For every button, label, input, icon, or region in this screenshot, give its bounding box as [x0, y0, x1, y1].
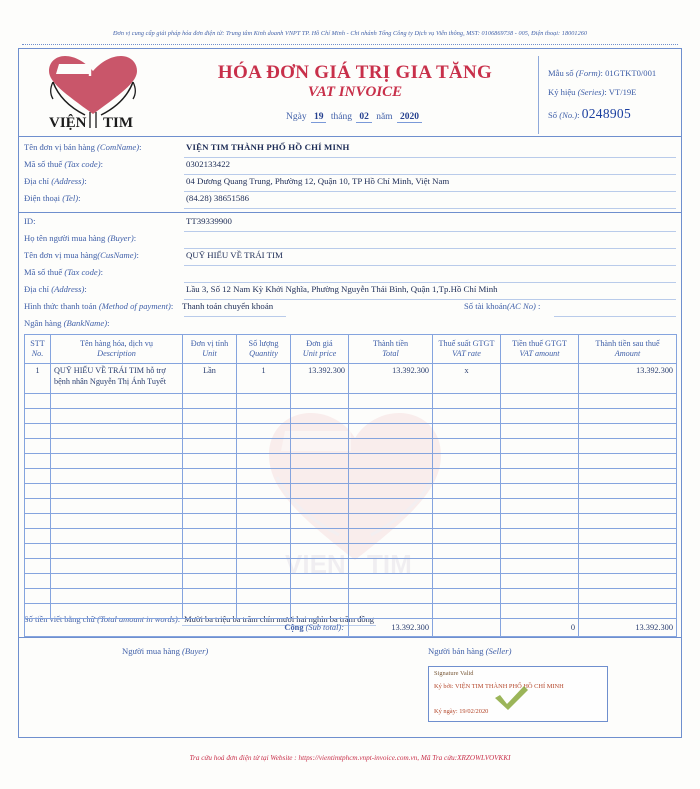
amount-in-words: Số tiền viết bằng chữ (Total amount in words): Mười ba triệu ba trăm chín mươi hai nghìn ba trăm đồng [24, 615, 374, 624]
cell-amount: 13.392.300 [579, 364, 677, 394]
cell-empty [579, 559, 677, 574]
cell-description: QUỸ HIỂU VỀ TRÁI TIM hỗ trợ bệnh nhân Nguyễn Thị Ánh Tuyết [51, 364, 183, 394]
cell-empty [237, 484, 291, 499]
watermark-text-left: VIEN [285, 549, 346, 579]
cell-empty [25, 544, 51, 559]
cell-empty [433, 439, 501, 454]
table-row-empty [25, 529, 677, 544]
cell-empty [51, 529, 183, 544]
seller-tel-value: (84.28) 38651586 [186, 193, 250, 203]
cell-empty [349, 424, 433, 439]
no-label-en: (No.) [559, 110, 578, 120]
table-row-empty [25, 604, 677, 619]
cell-empty [501, 439, 579, 454]
cell-empty [291, 409, 349, 424]
seller-address-rule [184, 191, 676, 192]
cell-empty [237, 454, 291, 469]
table-body [25, 364, 677, 637]
cell-empty [51, 574, 183, 589]
table-row [25, 364, 677, 394]
cell-empty [291, 454, 349, 469]
cell-empty [291, 604, 349, 619]
cell-total: 13.392.300 [349, 364, 433, 394]
words-label: Số tiền viết bằng chữ [24, 615, 96, 624]
buyer-person-row [24, 233, 676, 249]
col-quantity: Số lượng Quantity [237, 335, 291, 364]
invoice-date [180, 112, 530, 122]
cell-empty [51, 499, 183, 514]
cell-empty [291, 544, 349, 559]
logo-text-left: VIỆN [49, 115, 87, 130]
cell-empty [349, 559, 433, 574]
cell-empty [433, 424, 501, 439]
cell-empty [51, 514, 183, 529]
cell-empty [183, 499, 237, 514]
invoice-number-meta: Số (No.): 0248905 [548, 106, 632, 121]
seller-buyer-divider [19, 212, 681, 213]
buyer-id-label: ID: [24, 216, 36, 226]
table-row-empty [25, 394, 677, 409]
cell-empty [291, 574, 349, 589]
cell-vat_rate: x [433, 364, 501, 394]
cell-empty [433, 514, 501, 529]
cell-empty [237, 394, 291, 409]
cell-empty [237, 589, 291, 604]
provider-note: Đơn vị cung cấp giải pháp hóa đơn điện tử: Trung tâm Kinh doanh VNPT TP. Hồ Chí Minh - Chi nhánh Tổng Công ty Dịch vụ Viễn thông, MST: 0106869738 - 005, Điện thoại: 18001260 [112, 30, 588, 37]
seller-tel-rule [184, 208, 676, 209]
buyer-id-value: TT39339900 [186, 216, 232, 226]
table-row-empty [25, 559, 677, 574]
cell-empty [291, 499, 349, 514]
cell-empty [237, 424, 291, 439]
col-no: STT No. [25, 335, 51, 364]
buyer-person-rule [184, 248, 676, 249]
buyer-address-row [24, 284, 676, 300]
cell-empty [183, 424, 237, 439]
subtotal-amount: 13.392.300 [579, 619, 677, 637]
cell-empty [349, 499, 433, 514]
cell-empty [51, 439, 183, 454]
cell-empty [25, 484, 51, 499]
signature-signed-date: Ký ngày: 19/02/2020 [434, 708, 489, 715]
cell-empty [25, 514, 51, 529]
cell-empty [501, 589, 579, 604]
buyer-account-label: Số tài khoản(AC No) : [464, 301, 541, 311]
cell-empty [25, 559, 51, 574]
buyer-bank-label: Ngân hàng (BankName): [24, 318, 110, 328]
cell-empty [349, 454, 433, 469]
header-divider [19, 136, 681, 137]
table-row-empty [25, 454, 677, 469]
subtotal-total: 13.392.300 [349, 619, 433, 637]
buyer-taxcode-rule [184, 282, 676, 283]
vien-tim-logo [33, 52, 153, 130]
cell-empty [25, 409, 51, 424]
cell-empty [501, 544, 579, 559]
table-row-empty [25, 484, 677, 499]
cell-empty [51, 559, 183, 574]
lookup-footer: Tra cứu hoá đơn điện tử tại Website : https://vientimtphcm.vnpt-invoice.com.vn, Mã Tra cứu:XRZOWLVOVKKI [189, 754, 511, 762]
cell-empty [51, 589, 183, 604]
cell-empty [183, 454, 237, 469]
table-row-empty [25, 409, 677, 424]
cell-empty [291, 589, 349, 604]
date-day-value: 19 [311, 112, 327, 123]
cell-empty [183, 514, 237, 529]
col-unit: Đơn vị tính Unit [183, 335, 237, 364]
cell-empty [433, 484, 501, 499]
cell-empty [183, 604, 237, 619]
seller-name-label: Tên đơn vị bán hàng (ComName): [24, 142, 142, 152]
seller-address-value: 04 Dương Quang Trung, Phường 12, Quận 10, TP Hồ Chí Minh, Việt Nam [186, 176, 450, 186]
cell-empty [579, 394, 677, 409]
cell-empty [433, 559, 501, 574]
cell-empty [51, 394, 183, 409]
date-day-label: Ngày [286, 112, 307, 122]
seller-name-value: VIỆN TIM THÀNH PHỐ HỒ CHÍ MINH [186, 142, 350, 152]
cell-empty [51, 409, 183, 424]
buyer-id-row [24, 216, 676, 232]
cell-empty [579, 589, 677, 604]
cell-empty [25, 424, 51, 439]
buyer-account-rule [554, 316, 676, 317]
cell-empty [349, 439, 433, 454]
signature-valid-text: Signature Valid [434, 670, 474, 677]
seller-tel-row [24, 193, 676, 209]
cell-empty [183, 544, 237, 559]
cell-empty [183, 589, 237, 604]
buyer-payment-rule [184, 316, 286, 317]
cell-empty [579, 469, 677, 484]
cell-empty [579, 574, 677, 589]
series-meta: Ký hiệu (Series): VT/19E [548, 87, 637, 97]
cell-empty [237, 409, 291, 424]
cell-empty [349, 544, 433, 559]
cell-unit: Lần [183, 364, 237, 394]
cell-empty [433, 529, 501, 544]
invoice-number-value: 0248905 [581, 106, 632, 121]
subtotal-vat-amount: 0 [501, 619, 579, 637]
col-vat-amount: Tiền thuế GTGT VAT amount [501, 335, 579, 364]
cell-empty [183, 559, 237, 574]
cell-empty [183, 484, 237, 499]
table-row-empty [25, 499, 677, 514]
cell-empty [501, 559, 579, 574]
form-value: 01GTKT0/001 [605, 68, 657, 78]
cell-empty [579, 484, 677, 499]
cell-empty [579, 514, 677, 529]
cell-empty [501, 469, 579, 484]
cell-empty [291, 424, 349, 439]
subtotal-vat-rate [433, 619, 501, 637]
seller-name-row [24, 142, 676, 158]
cell-empty [237, 499, 291, 514]
buyer-taxcode-row [24, 267, 676, 283]
subtotal-label: Cộng (Sub total): [25, 619, 349, 637]
cell-empty [25, 454, 51, 469]
cell-empty [51, 544, 183, 559]
buyer-cusname-row [24, 250, 676, 266]
seller-address-label: Địa chỉ (Address): [24, 176, 87, 186]
cell-empty [579, 454, 677, 469]
cell-empty [501, 394, 579, 409]
cell-empty [349, 589, 433, 604]
words-value: Mười ba triệu ba trăm chín mươi hai nghìn ba trăm đồng [184, 615, 374, 624]
cell-empty [25, 529, 51, 544]
cell-empty [291, 484, 349, 499]
cell-empty [433, 544, 501, 559]
cell-empty [25, 394, 51, 409]
date-month-value: 02 [356, 112, 372, 123]
table-row-empty [25, 514, 677, 529]
seller-taxcode-label: Mã số thuế (Tax code): [24, 159, 103, 169]
cell-empty [237, 604, 291, 619]
table-totals-row [25, 619, 677, 637]
cell-empty [237, 559, 291, 574]
date-month-label: tháng [330, 112, 352, 122]
cell-empty [579, 424, 677, 439]
cell-empty [237, 469, 291, 484]
words-divider [19, 637, 681, 638]
cell-empty [501, 424, 579, 439]
buyer-id-rule [184, 231, 676, 232]
form-label-en: (Form) [575, 68, 601, 78]
cell-empty [579, 604, 677, 619]
buyer-address-label: Địa chỉ (Address): [24, 284, 87, 294]
cell-empty [183, 409, 237, 424]
cell-empty [433, 589, 501, 604]
cell-empty [349, 514, 433, 529]
cell-quantity: 1 [237, 364, 291, 394]
series-label: Ký hiệu [548, 87, 576, 97]
table-row-empty [25, 424, 677, 439]
cell-empty [349, 394, 433, 409]
cell-unit_price: 13.392.300 [291, 364, 349, 394]
table-row-empty [25, 544, 677, 559]
cell-empty [349, 409, 433, 424]
cell-empty [51, 604, 183, 619]
seller-taxcode-rule [184, 174, 676, 175]
check-mark-icon [491, 683, 531, 713]
buyer-payment-row [24, 301, 676, 317]
series-value: VT/19E [608, 87, 637, 97]
words-label-en: (Total amount in words) [97, 615, 178, 624]
cell-empty [25, 499, 51, 514]
cell-empty [501, 454, 579, 469]
table-header-row [25, 335, 677, 364]
seller-tel-label: Điện thoại (Tel): [24, 193, 81, 203]
table-row-empty [25, 469, 677, 484]
cell-empty [237, 529, 291, 544]
provider-divider [22, 44, 678, 45]
cell-empty [183, 574, 237, 589]
cell-empty [433, 454, 501, 469]
cell-empty [25, 574, 51, 589]
buyer-cusname-label: Tên đơn vị mua hàng(CusName): [24, 250, 139, 260]
cell-empty [51, 484, 183, 499]
cell-empty [579, 499, 677, 514]
cell-empty [501, 514, 579, 529]
cell-empty [237, 514, 291, 529]
cell-empty [433, 394, 501, 409]
cell-empty [291, 559, 349, 574]
buyer-taxcode-label: Mã số thuế (Tax code): [24, 267, 103, 277]
page-title: HÓA ĐƠN GIÁ TRỊ GIA TĂNG [217, 62, 493, 83]
cell-empty [291, 394, 349, 409]
cell-empty [51, 454, 183, 469]
seller-address-row [24, 176, 676, 192]
cell-empty [183, 394, 237, 409]
col-vat-rate: Thuế suất GTGT VAT rate [433, 335, 501, 364]
buyer-payment-label: Hình thức thanh toán (Method of payment): [24, 301, 174, 311]
col-description: Tên hàng hóa, dịch vụ Description [51, 335, 183, 364]
col-total: Thành tiền Total [349, 335, 433, 364]
buyer-signature-label: Người mua hàng (Buyer) [122, 646, 209, 656]
signature-signed-by: Ký bởi: VIỆN TIM THÀNH PHỐ HỒ CHÍ MINH [434, 683, 564, 690]
no-label: Số [548, 110, 558, 120]
cell-empty [291, 514, 349, 529]
cell-empty [183, 469, 237, 484]
cell-empty [51, 469, 183, 484]
cell-empty [433, 574, 501, 589]
cell-empty [433, 409, 501, 424]
meta-divider [538, 56, 539, 134]
form-meta: Mẫu số (Form): 01GTKT0/001 [548, 68, 657, 78]
page-subtitle: VAT INVOICE [307, 84, 403, 100]
cell-empty [579, 529, 677, 544]
invoice-items-table [24, 334, 677, 637]
cell-empty [501, 529, 579, 544]
cell-empty [25, 439, 51, 454]
cell-empty [349, 604, 433, 619]
seller-name-rule [184, 157, 676, 158]
cell-empty [501, 604, 579, 619]
cell-empty [25, 469, 51, 484]
cell-no: 1 [25, 364, 51, 394]
logo-text-right: TIM [103, 115, 133, 130]
cell-empty [237, 544, 291, 559]
cell-empty [579, 544, 677, 559]
buyer-address-value: Lầu 3, Số 12 Nam Kỳ Khởi Nghĩa, Phường Nguyễn Thái Bình, Quận 1,Tp.Hồ Chí Minh [186, 284, 498, 294]
cell-empty [579, 439, 677, 454]
cell-empty [349, 484, 433, 499]
table-row-empty [25, 589, 677, 604]
buyer-bank-row [24, 318, 676, 334]
date-year-label: năm [376, 112, 393, 122]
buyer-person-label: Họ tên người mua hàng (Buyer): [24, 233, 137, 243]
cell-empty [501, 409, 579, 424]
cell-empty [25, 604, 51, 619]
date-year-value: 2020 [397, 112, 422, 123]
table-row-empty [25, 439, 677, 454]
cell-empty [349, 469, 433, 484]
cell-empty [25, 589, 51, 604]
cell-empty [501, 484, 579, 499]
seller-taxcode-row [24, 159, 676, 175]
cell-empty [501, 499, 579, 514]
buyer-address-rule [184, 299, 676, 300]
buyer-cusname-value: QUỸ HIỂU VỀ TRÁI TIM [186, 250, 283, 260]
watermark-text-right: TIM [367, 549, 412, 579]
col-unit-price: Đơn giá Unit price [291, 335, 349, 364]
cell-empty [291, 469, 349, 484]
seller-taxcode-value: 0302133422 [186, 159, 230, 169]
digital-signature-box [428, 666, 608, 722]
cell-empty [291, 529, 349, 544]
cell-empty [433, 469, 501, 484]
cell-empty [183, 439, 237, 454]
buyer-cusname-rule [184, 265, 676, 266]
cell-empty [433, 604, 501, 619]
cell-empty [579, 409, 677, 424]
col-amount: Thành tiền sau thuế Amount [579, 335, 677, 364]
cell-vat_amount [501, 364, 579, 394]
cell-empty [501, 574, 579, 589]
form-label: Mẫu số [548, 68, 574, 78]
table-row-empty [25, 574, 677, 589]
series-label-en: (Series) [577, 87, 605, 97]
cell-empty [291, 439, 349, 454]
cell-empty [51, 424, 183, 439]
seller-signature-label: Người bán hàng (Seller) [428, 646, 512, 656]
cell-empty [349, 574, 433, 589]
cell-empty [433, 499, 501, 514]
cell-empty [237, 574, 291, 589]
cell-empty [183, 529, 237, 544]
cell-empty [237, 439, 291, 454]
buyer-payment-value: Thanh toán chuyển khoản [182, 301, 274, 311]
cell-empty [349, 529, 433, 544]
